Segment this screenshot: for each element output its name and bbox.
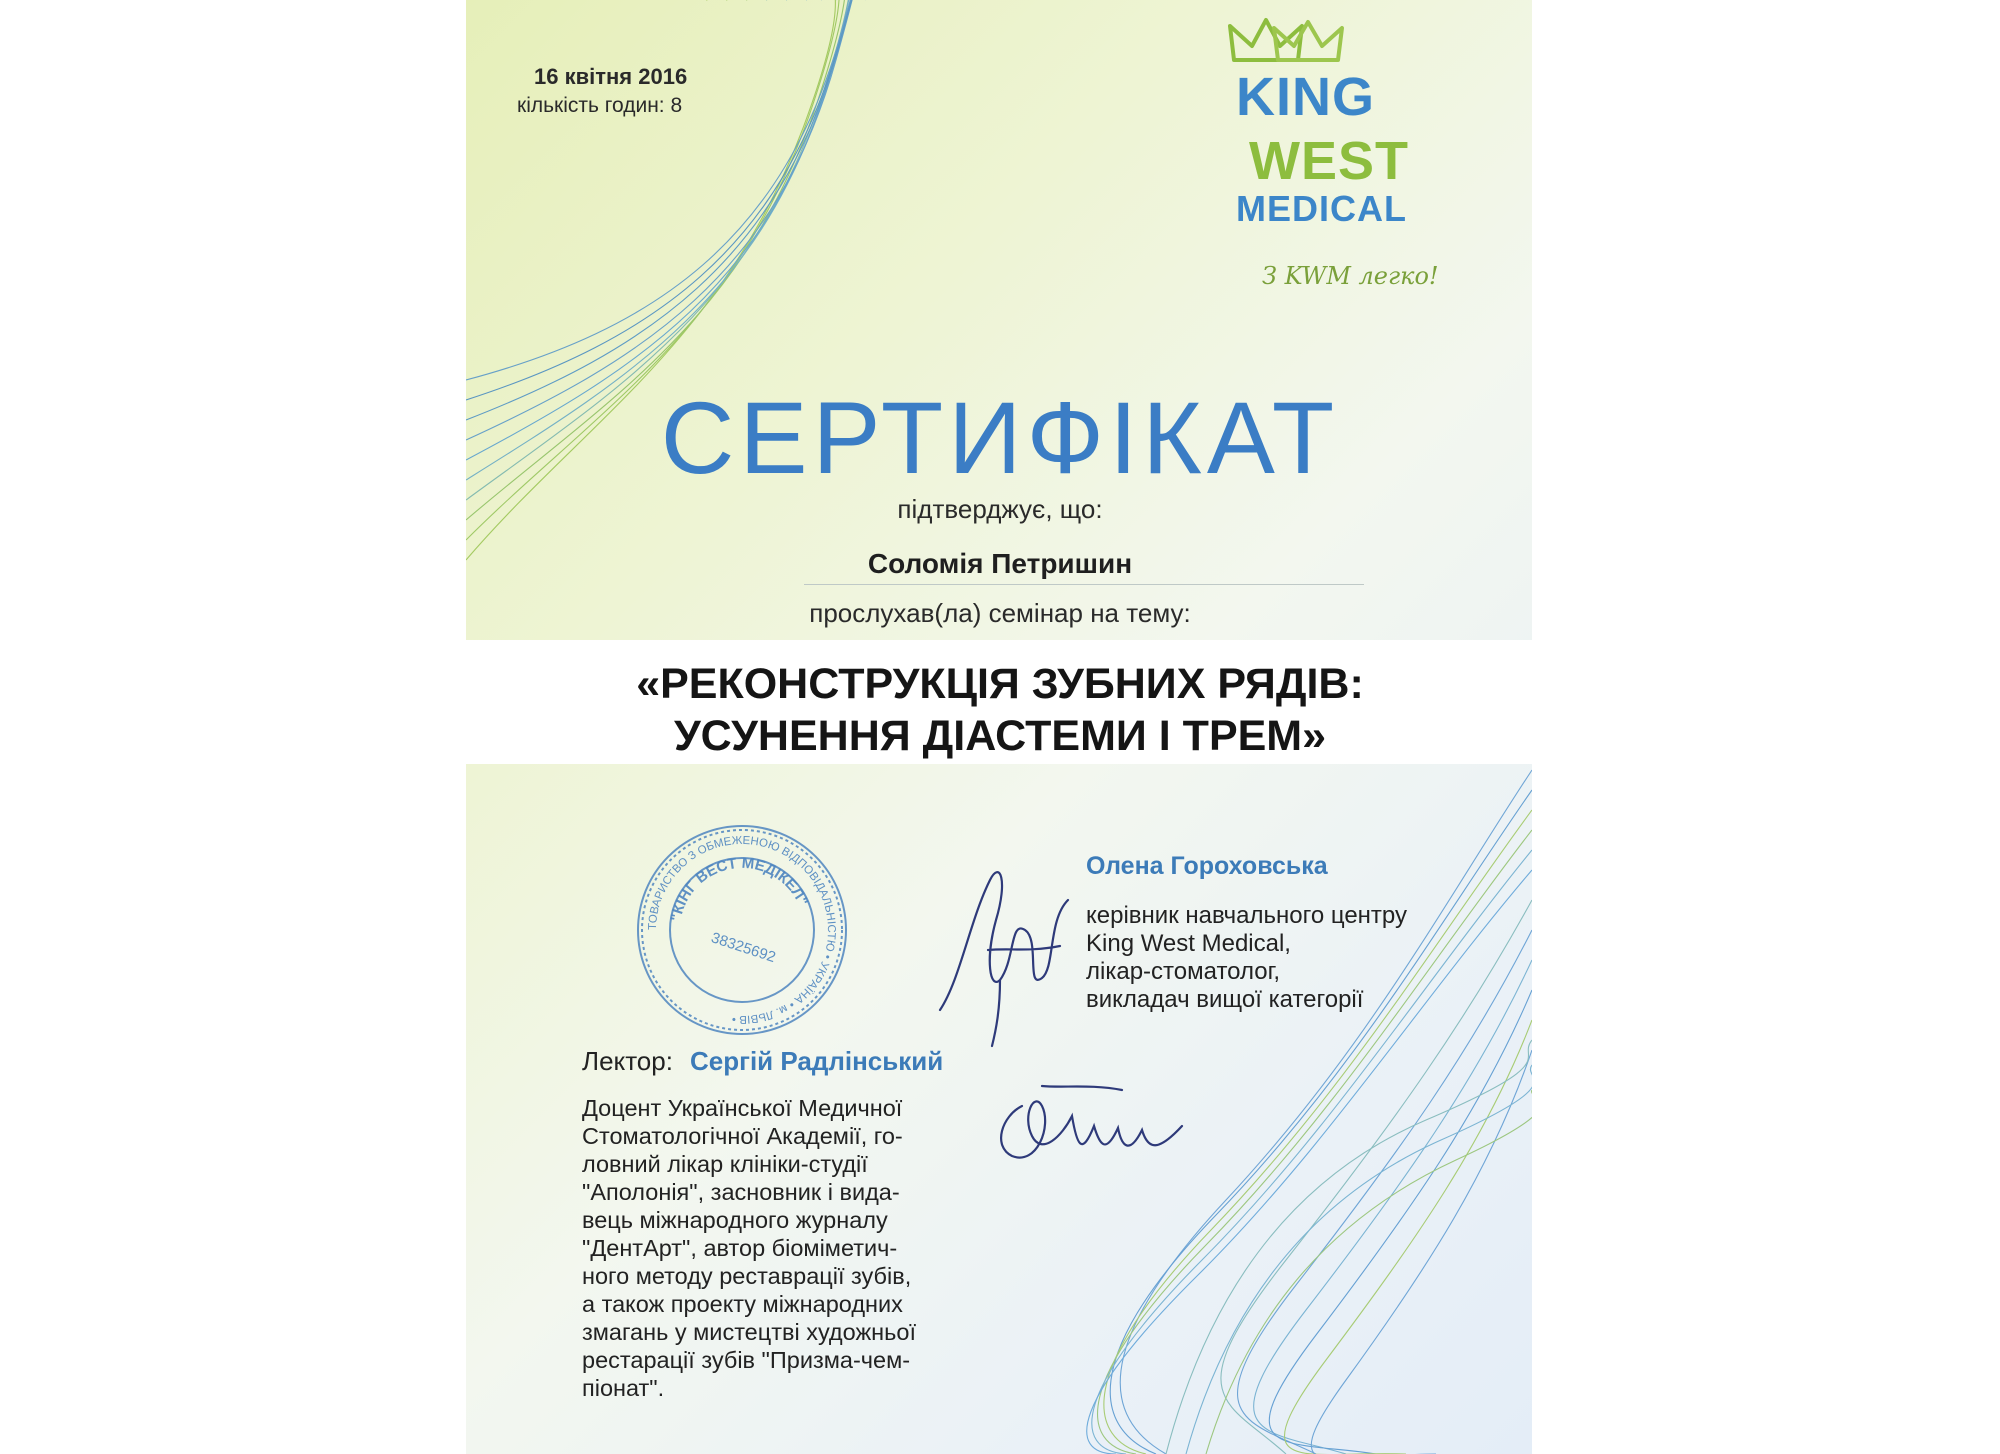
certificate-date: 16 квітня 2016 <box>534 64 688 89</box>
signature-horokhovska <box>930 860 1080 1050</box>
stamp-outer-text: ТОВАРИСТВО З ОБМЕЖЕНОЮ ВІДПОВІДАЛЬНІСТЮ • УКРАЇНА • м. ЛЬВІВ • <box>646 834 838 1026</box>
certificate-title: СЕРТИФІКАТ <box>660 381 1340 495</box>
crown-icon <box>1226 14 1346 66</box>
logo-king: KING <box>1236 67 1375 127</box>
logo-medical: MEDICAL <box>1236 188 1407 229</box>
attended-text: прослухав(ла) семінар на тему: <box>809 598 1191 628</box>
signatory-name: Олена Гороховська <box>1086 852 1328 880</box>
name-underline <box>804 584 1364 585</box>
signatory-role-line: керівник навчального центру <box>1086 902 1407 929</box>
seminar-topic-line2: УСУНЕННЯ ДІАСТЕМИ І ТРЕМ» <box>673 712 1327 760</box>
lecturer-bio-line: рестарації зубів "Призма-чем- <box>582 1347 911 1373</box>
lecturer-bio-line: Доцент Української Медичної <box>582 1095 903 1121</box>
logo-west: WEST <box>1249 131 1409 191</box>
logo-slogan: З KWM легко! <box>1262 262 1439 290</box>
lecturer-bio-line: піонат". <box>582 1375 665 1401</box>
lecturer-bio-line: Стоматологічної Академії, го- <box>582 1123 903 1149</box>
confirms-text: підтверджує, що: <box>897 494 1103 524</box>
signatory-role-line: лікар-стоматолог, <box>1086 958 1281 985</box>
lecturer-label: Лектор: <box>582 1046 673 1076</box>
lecturer-bio-line: вець міжнародного журналу <box>582 1207 888 1233</box>
signatory-role-line: King West Medical, <box>1086 930 1291 957</box>
lecturer-bio-line: ного методу реставрації зубів, <box>582 1263 912 1289</box>
lecturer-bio-line: змагань у мистецтві художньої <box>582 1319 916 1345</box>
lecturer-bio-line: ловний лікар клініки-студії <box>582 1151 868 1177</box>
participant-name: Соломія Петришин <box>867 548 1133 579</box>
company-stamp <box>634 822 850 1038</box>
stamp-code: 38325692 <box>709 929 778 967</box>
hours-count: кількість годин: 8 <box>517 94 683 117</box>
lecturer-name: Сергій Радлінський <box>690 1046 944 1076</box>
seminar-topic-line1: «РЕКОНСТРУКЦІЯ ЗУБНИХ РЯДІВ: <box>636 660 1364 708</box>
lecturer-bio <box>582 1094 1012 1402</box>
stamp-company-name: "КІНГ ВЕСТ МЕДІКЕЛ" <box>667 854 812 923</box>
signature-radlinskyi <box>982 1066 1212 1176</box>
lecturer-bio-line: а також проекту міжнародних <box>582 1291 903 1317</box>
signatory-role-line: викладач вищої категорії <box>1086 986 1364 1013</box>
lecturer-bio-line: "Аполонія", засновник і вида- <box>582 1179 900 1205</box>
lecturer-bio-line: "ДентАрт", автор біоміметич- <box>582 1235 898 1261</box>
